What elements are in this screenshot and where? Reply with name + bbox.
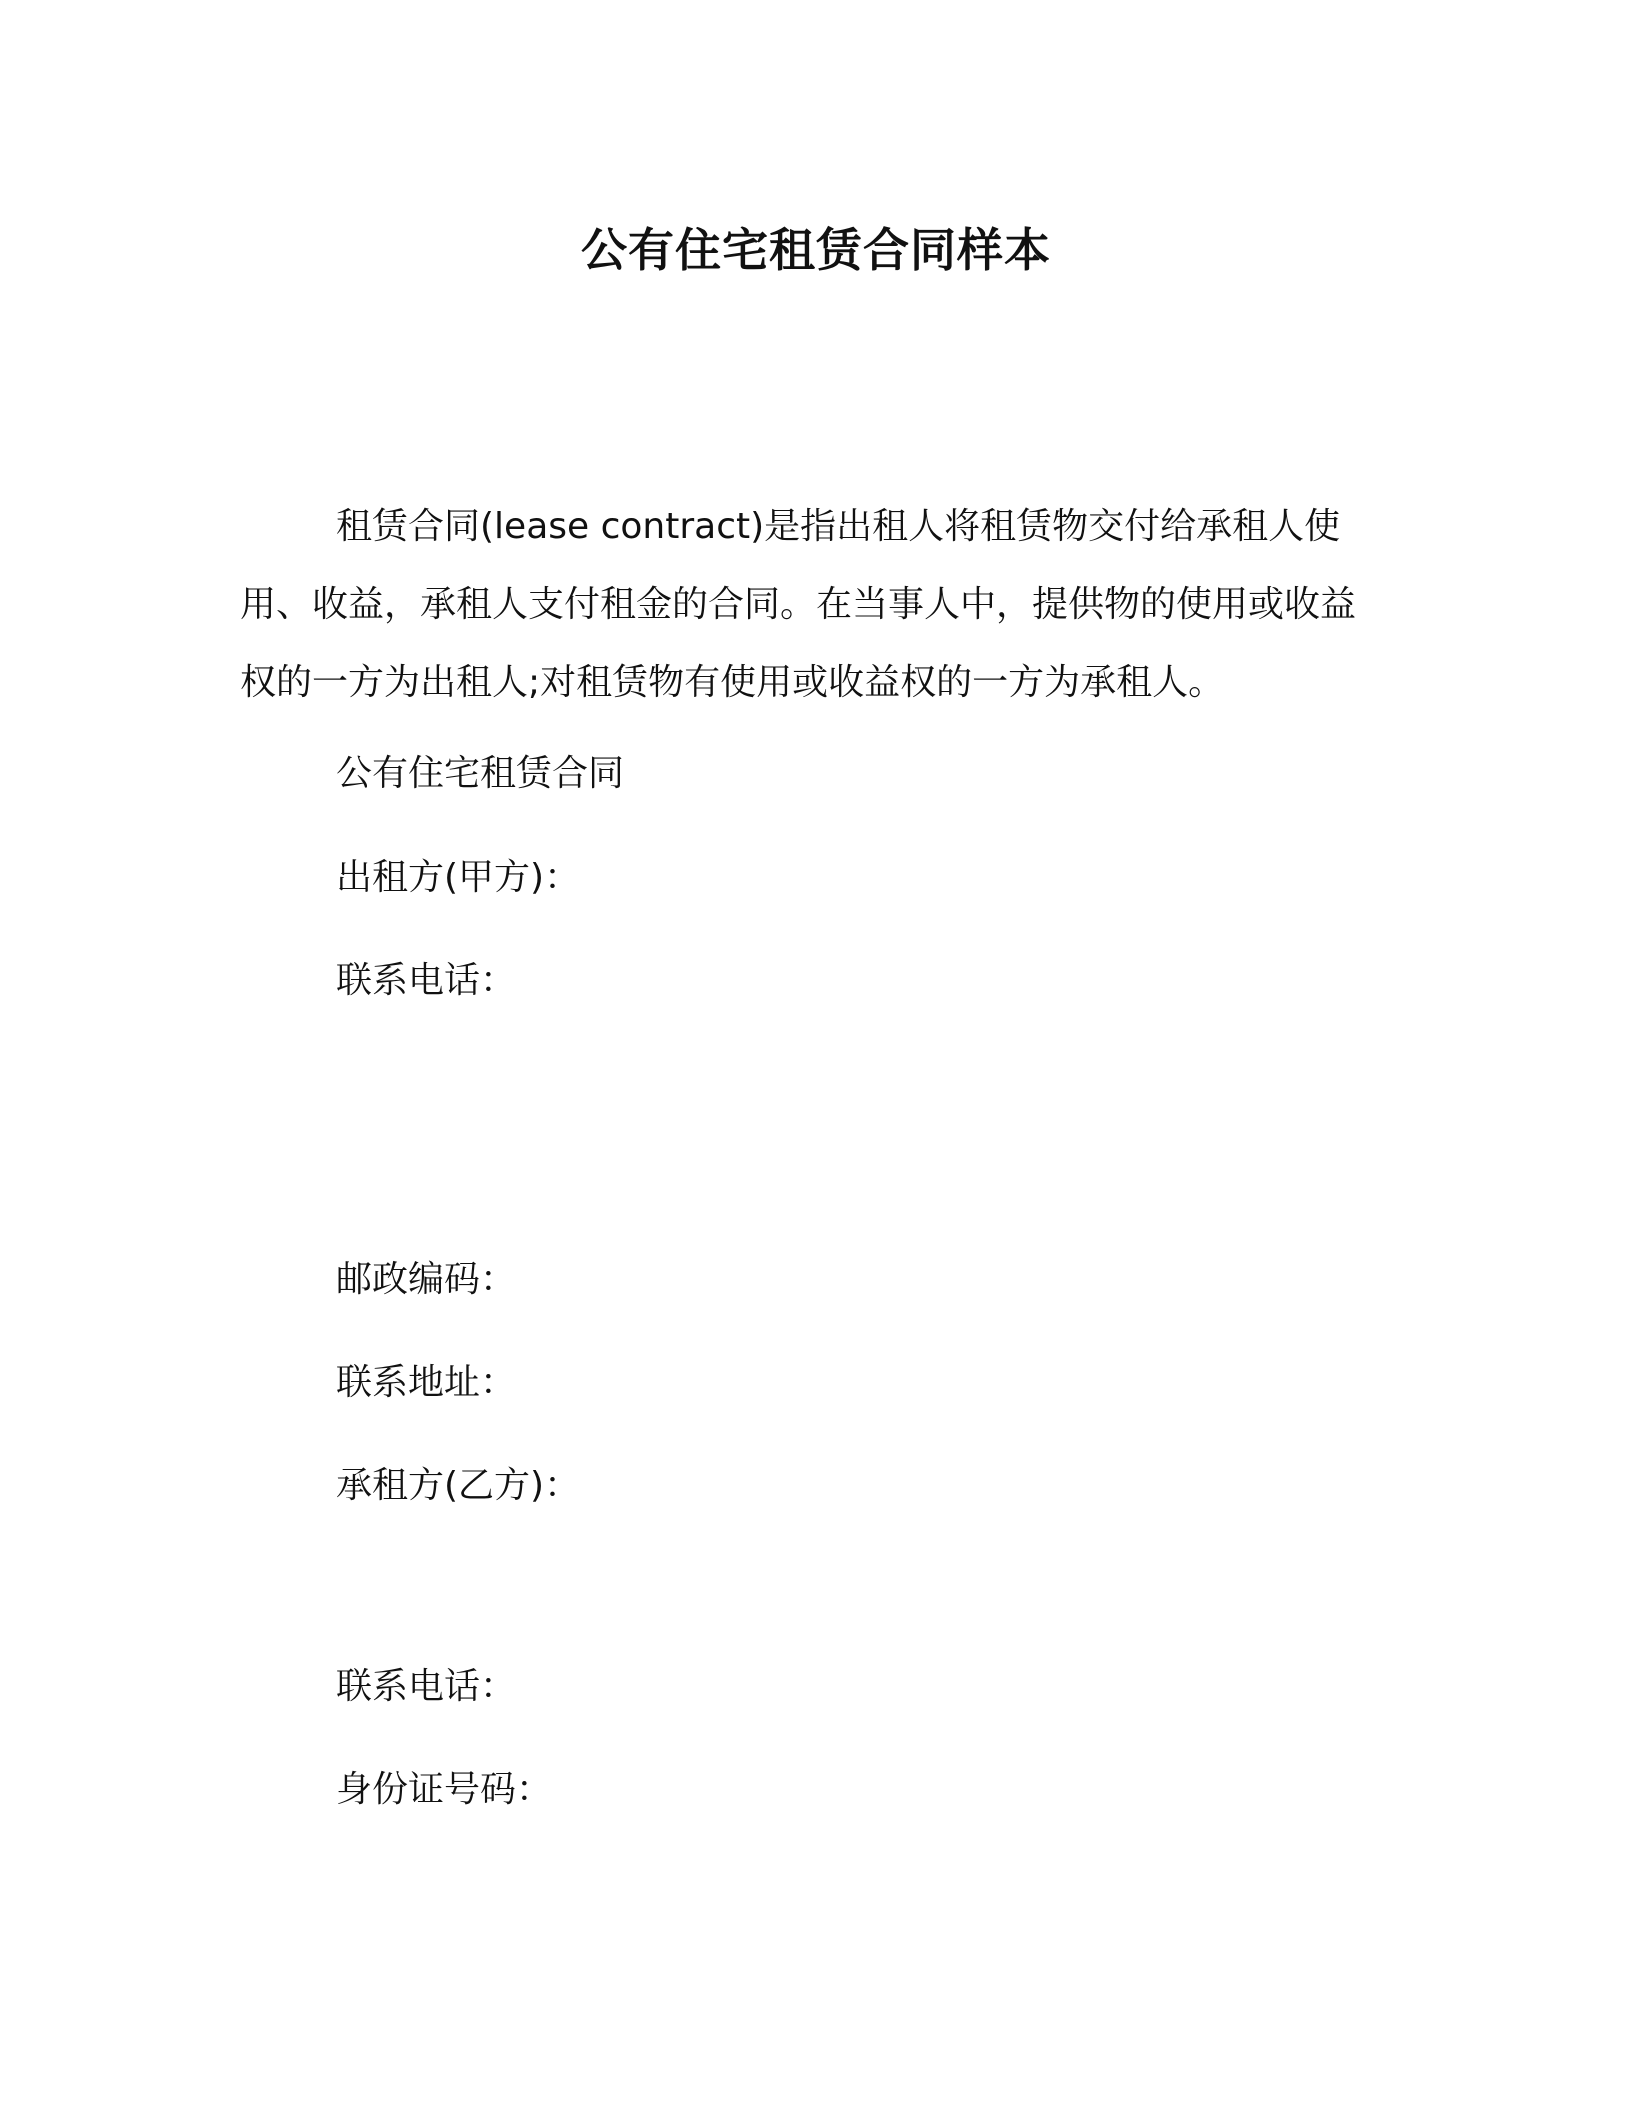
lessor-field-label: 出租方(甲方)：: [336, 857, 581, 898]
intro-paragraph: 租赁合同(lease contract)是指出租人将租赁物交付给承租人使用、收益，承租人支付租金的合同。在当事人中，提供物的使用或收益权的一方为出租人;对租赁物有使用或收益权的一方为承租人。: [240, 506, 1357, 703]
postal-code-field-label: 邮政编码：: [336, 1259, 517, 1300]
lessee-field-label: 承租方(乙方)：: [336, 1465, 581, 1506]
lessee-phone-field-label: 联系电话：: [336, 1666, 517, 1707]
contract-heading: 公有住宅租赁合同: [336, 753, 625, 794]
lessor-phone-field-label: 联系电话：: [336, 960, 517, 1001]
address-field-label: 联系地址：: [336, 1362, 517, 1403]
document-title: 公有住宅租赁合同样本: [581, 223, 1051, 277]
id-number-field-label: 身份证号码：: [336, 1769, 553, 1810]
